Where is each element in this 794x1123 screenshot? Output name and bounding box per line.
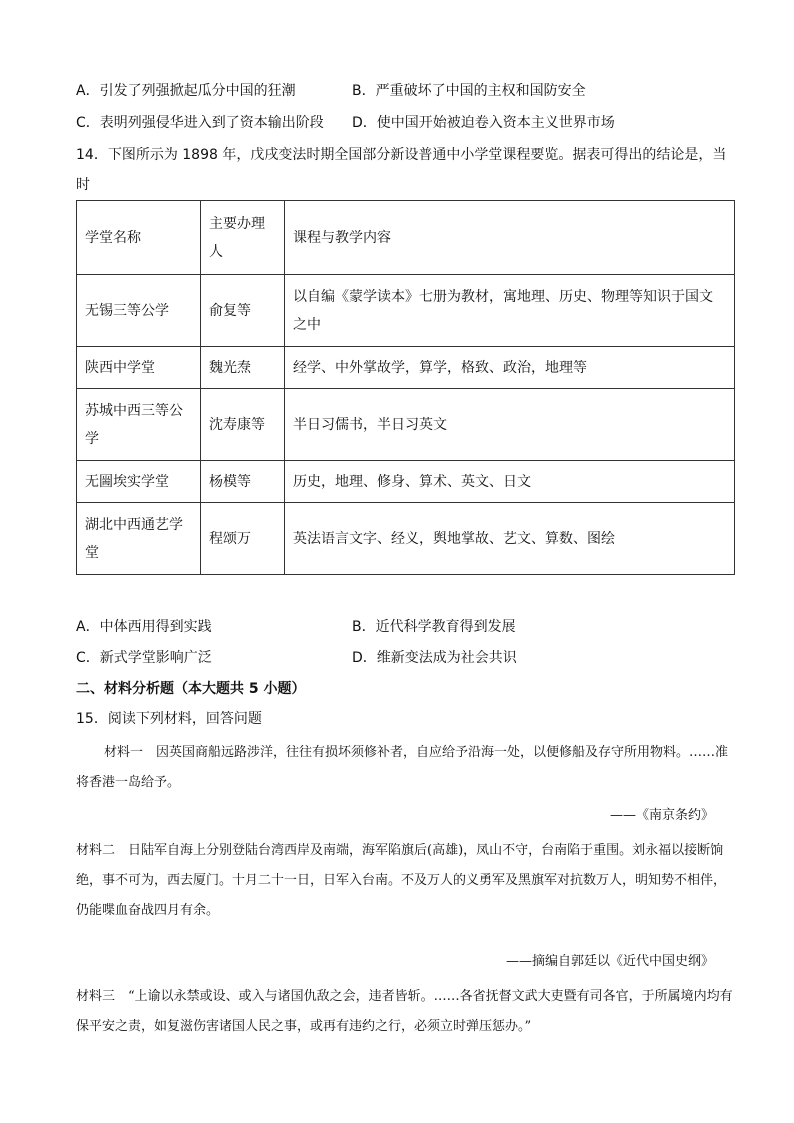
table-row [77,347,735,389]
material-3: 材料三 “上谕以永禁或设、或入与诸国仇敌之会，违者皆斩。……各省抚督文武大吏暨有司各官，于所属境内均有保平安之责，如复滋伤害诸国人民之事，或再有违约之行，必须立时弹压惩办。” [76,989,733,1034]
q13-option-d[interactable]: D．使中国开始被迫卷入资本主义世界市场 [352,115,615,131]
q14-options-row-2 [76,647,736,669]
q13-option-c[interactable]: C．表明列强侵华进入到了资本输出阶段 [76,115,324,131]
cell-organizer: 杨模等 [201,461,285,503]
cell-organizer: 程颂万 [201,503,285,575]
header-curriculum: 课程与教学内容 [285,201,735,275]
q13-options-row-2 [76,112,736,134]
q14-option-a[interactable]: A．中体西用得到实践 [76,619,212,635]
cell-curriculum: 半日习儒书，半日习英文 [285,389,735,461]
cell-organizer: 俞复等 [201,275,285,347]
table-row [77,389,735,461]
cell-curriculum: 以自编《蒙学读本》七册为教材，寓地理、历史、物理等知识于国文之中 [285,275,735,347]
q14-stem-continued: 时 [76,177,90,193]
cell-organizer: 沈寿康等 [201,389,285,461]
q14-stem: 14．下图所示为 1898 年，戊戌变法时期全国部分新设普通中小学堂课程要览。据表可得出的结论是，当 [76,147,727,163]
q14-option-c[interactable]: C．新式学堂影响广泛 [76,650,212,666]
cell-school: 湖北中西通艺学堂 [77,503,201,575]
q13-option-a[interactable]: A．引发了列强掀起瓜分中国的狂潮 [76,83,296,99]
table-row [77,503,735,575]
cell-curriculum: 历史，地理、修身、算术、英文、日文 [285,461,735,503]
table-row [77,461,735,503]
section-heading: 二、材料分析题（本大题共 5 小题） [76,681,306,697]
cell-organizer: 魏光焘 [201,347,285,389]
q13-options-row-1 [76,80,736,102]
cell-curriculum: 英法语言文字、经义，舆地掌故、艺文、算数、图绘 [285,503,735,575]
cell-school: 陕西中学堂 [77,347,201,389]
cell-school: 无圌埃实学堂 [77,461,201,503]
material-1: 材料一 因英国商船远路涉洋，往往有损坏须修补者，自应给予沿海一处，以便修船及存守所用物料。……准将香港一岛给予。 [76,745,729,790]
q14-option-b[interactable]: B．近代科学教育得到发展 [352,619,516,635]
material-1-source: ——《南京条约》 [609,808,714,823]
table-row [77,275,735,347]
cell-curriculum: 经学、中外掌故学，算学，格致、政治，地理等 [285,347,735,389]
material-2-source: ——摘编自郭廷以《近代中国史纲》 [505,954,714,969]
header-organizer: 主要办理人 [201,201,285,275]
header-school-name: 学堂名称 [77,201,201,275]
q15-stem: 15．阅读下列材料，回答问题 [76,711,262,727]
cell-school: 苏城中西三等公学 [77,389,201,461]
school-curriculum-table [76,200,735,575]
cell-school: 无锡三等公学 [77,275,201,347]
q13-option-b[interactable]: B．严重破坏了中国的主权和国防安全 [352,83,586,99]
material-2: 材料二 日陆军自海上分别登陆台湾西岸及南端，海军陷旗后(高雄)，凤山不守，台南陷于重围。刘永福以接断饷绝，事不可为，西去厦门。十月二十一日，日军入台南。不及万人的义勇军及黑旗军对抗数万人，明知势不相伴，仍能喋血奋战四月有余。 [76,843,727,918]
q14-options-row-1 [76,616,736,638]
table-header-row [77,201,735,275]
q14-option-d[interactable]: D．维新变法成为社会共识 [352,650,517,666]
